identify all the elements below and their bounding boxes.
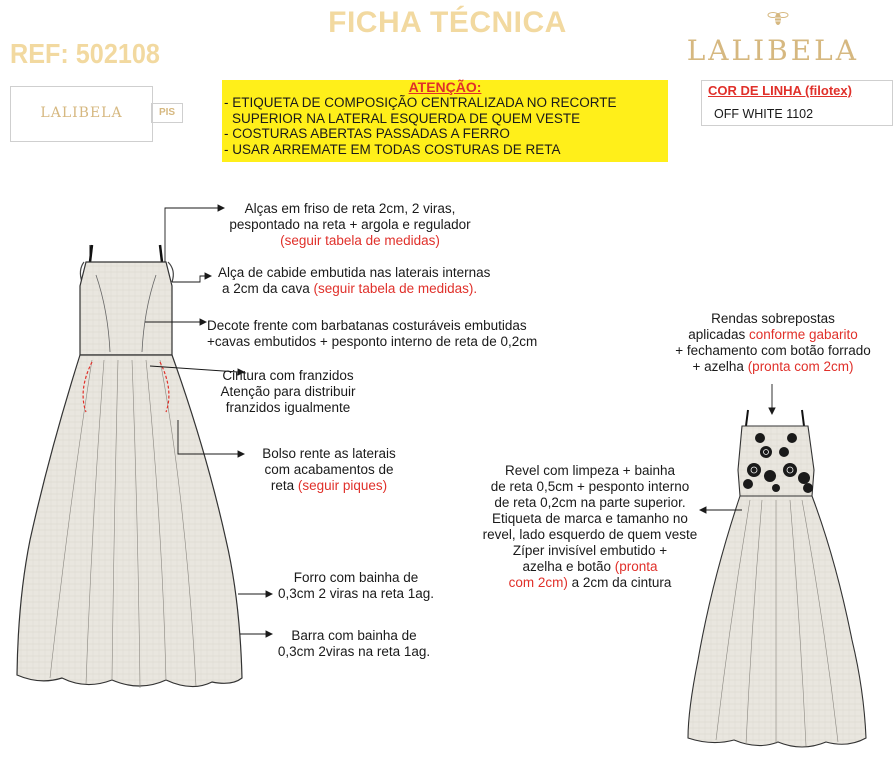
annotation-text: Barra com bainha de: [291, 628, 417, 643]
annotation-hem: [264, 628, 444, 660]
annotation-text: com acabamentos de: [264, 462, 394, 477]
annotation-text: Etiqueta de marca e tamanho no: [492, 511, 688, 526]
back-dress-drawing: [688, 410, 866, 747]
annotation-text: Atenção para distribuir: [220, 384, 356, 399]
annotation-text: Bolso rente as laterais: [262, 446, 396, 461]
attention-line: - USAR ARREMATE EM TODAS COSTURAS DE RETA: [224, 141, 561, 157]
annotation-text: de reta 0,5cm + pesponto interno: [490, 479, 690, 494]
annotation-text: a 2cm da cava: [222, 281, 314, 296]
pis-label: PIS: [151, 103, 183, 123]
annotation-text: Revel com limpeza + bainha: [505, 463, 675, 478]
annotation-waist: [208, 368, 368, 416]
annotation-text: franzidos igualmente: [225, 400, 351, 415]
annotation-text: de reta 0,2cm na parte superior.: [494, 495, 686, 510]
annotation-text: (pronta: [614, 559, 658, 574]
annotation-text: Decote frente com barbatanas costuráveis embutidas: [207, 318, 527, 333]
attention-line: SUPERIOR NA LATERAL ESQUERDA DE QUEM VESTE: [232, 110, 581, 126]
annotation-text: 0,3cm 2 viras na reta 1ag.: [277, 586, 435, 601]
annotation-neckline: [207, 318, 537, 350]
brand-logo: LALIBELA: [686, 34, 859, 67]
annotation-straps: [210, 201, 490, 249]
annotation-text: + fechamento com botão forrado: [675, 343, 871, 358]
annotation-text: conforme gabarito: [748, 327, 858, 342]
annotation-pocket: [246, 446, 412, 494]
annotation-text: com 2cm): [508, 575, 568, 590]
annotation-text: Alças em friso de reta 2cm, 2 viras,: [244, 201, 456, 216]
annotation-text: aplicadas: [688, 327, 749, 342]
front-dress-drawing: [17, 245, 242, 688]
annotation-text: (seguir tabela de medidas): [280, 233, 440, 248]
thread-color-value: OFF WHITE 1102: [714, 107, 814, 121]
annotation-facing: [472, 463, 708, 591]
reference-code: REF: 502108: [10, 38, 160, 69]
attention-heading: ATENÇÃO:: [408, 79, 482, 95]
annotation-text: pespontado na reta + argola e regulador: [229, 217, 471, 232]
annotation-text: revel, lado esquerdo de quem veste: [482, 527, 698, 542]
annotation-lining: [266, 570, 446, 602]
annotation-text: (pronta com 2cm): [747, 359, 854, 374]
annotation-text: reta: [270, 478, 298, 493]
thread-color-heading: COR DE LINHA (filotex): [708, 83, 852, 98]
annotation-text: Alça de cabide embutida nas laterais internas: [218, 265, 491, 280]
annotation-text: Cintura com franzidos: [222, 368, 354, 383]
annotation-text: azelha e botão: [522, 559, 615, 574]
annotation-text: (seguir tabela de medidas).: [313, 281, 478, 296]
annotation-text: +cavas embutidos + pesponto interno de reta de 0,2cm: [207, 334, 538, 349]
page-title: FICHA TÉCNICA: [328, 6, 567, 39]
annotation-lace: [668, 311, 878, 375]
annotation-hanger-loop: [218, 265, 490, 297]
annotation-text: a 2cm da cintura: [567, 575, 672, 590]
annotation-text: (seguir piques): [297, 478, 388, 493]
logo-box-text: LALIBELA: [40, 105, 123, 121]
annotation-text: Rendas sobrepostas: [711, 311, 835, 326]
annotation-text: + azelha: [692, 359, 748, 374]
annotation-text: Forro com bainha de: [293, 570, 419, 585]
attention-line: - COSTURAS ABERTAS PASSADAS A FERRO: [224, 126, 510, 142]
annotation-text: 0,3cm 2viras na reta 1ag.: [277, 644, 431, 659]
attention-line: - ETIQUETA DE COMPOSIÇÃO CENTRALIZADA NO RECORTE: [224, 95, 617, 111]
annotation-text: Zíper invisível embutido +: [512, 543, 668, 558]
